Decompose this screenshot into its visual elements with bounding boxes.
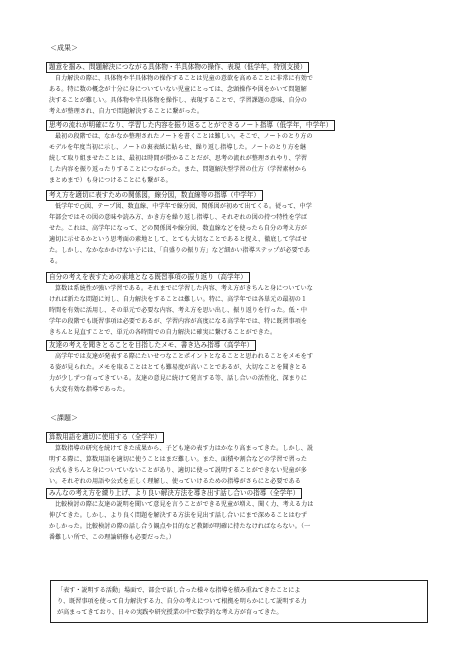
issues-item-2 — [46, 480, 430, 543]
summary-box — [50, 580, 428, 623]
results-item-5 — [46, 332, 430, 395]
body-line: かしかった。比較検討の際の話し合う観点や目的など教師が明確に持たなければならない。（一 — [49, 523, 311, 530]
issues-heading: ＜課題＞ — [50, 414, 78, 422]
body-line: 時間を有効に活用し、その単元で必要な内容、考え方を思い出し、振り返りを行った。低・中 — [49, 307, 308, 314]
issues-item-1-title: 算数用語を適切に使用する（全学年） — [46, 432, 164, 443]
body-line: ければ新たな問題に対し、自力解決をすることは難しい。特に、高学年では各単元の最初の１ — [49, 296, 308, 303]
issues-item-1 — [46, 424, 430, 487]
results-item-1-body — [46, 73, 430, 117]
results-heading: ＜成果＞ — [50, 44, 78, 52]
body-line: 年部会ではその図の意味や読み方、かき方を繰り返し指導し、それぞれの図の持つ特性を学ば — [49, 214, 308, 221]
body-line: 伸びてきた。しかし、より良く問題を解決する方法を見出す話し合いにまで深めることはむず — [49, 512, 308, 519]
body-line: 低学年で○図、テープ図、数直線、中学年で線分図、関係図が初めて出てくる。従って、中学 — [55, 203, 312, 210]
results-item-4-body — [46, 283, 430, 338]
body-line: 公式もきちんと身についていないことがあり、適切に使って説明することができない児童が多 — [49, 467, 307, 474]
body-line: 番難しい所で、この理論研修も必要だった。） — [49, 534, 175, 541]
issues-item-2-body — [46, 499, 430, 543]
body-line: 力が少しずつ育ってきている。友達の意見に続けて発言する等、話し合いの活性化、深まりに — [49, 375, 308, 382]
body-line: 決することが難しい。具体物や半具体物を操作し、表現することで、学習課題の意味、自分の — [49, 97, 307, 104]
results-item-5-title: 友達の考えを聞きとることを目指したメモ、書き込み指導（高学年） — [46, 340, 256, 351]
body-line: 適切に示せるかという思考面の素地として、とても大切なことであると捉え、徹底して学ばせ — [49, 236, 308, 243]
body-line: も大変有効な指導であった。 — [49, 386, 129, 393]
body-line: きちんと見直すことで、単元の各時間での自力解決に確実に繋げることができた。 — [49, 329, 277, 336]
body-line: い。それぞれの用語や公式を正しく理解し、使っていけるための指導がさらにと必要である — [49, 478, 301, 485]
body-line: た。しかし、なかなかかけない子には、「自盛りの振り方」など細かい指導ステップが必要であ — [49, 247, 311, 254]
body-line: 算数指導の研究を続けてきた成果から、子ども達の表す力はかなり高まってきた。しかし、説 — [55, 445, 314, 452]
body-line: る姿が見られた。メモを取ることはとても難易度が高いことであるが、大切なことを聞きとる — [49, 364, 308, 371]
results-item-4-title: 自分の考えを表すための素地となる既習事項の振り返り（高学年） — [46, 272, 250, 283]
body-line: 学年の段階でも既習事項は必要であるが、学習内容が高度になる高学年では、特に既習事項を — [49, 318, 308, 325]
body-line: せた。これは、高学年になって、どの関係図や線分図、数直線などを使ったら自分の考え方が — [49, 225, 307, 232]
body-line: 続して取り組ませたことは、最初は時間が掛かることだが、思考の流れが整理されやり、学習 — [49, 155, 308, 162]
body-line: 考えが整理され、自力で問題解決することに繋がった。 — [49, 108, 203, 115]
body-line: る。 — [49, 258, 62, 265]
results-item-3-title: 考え方を適切に表すための関係図，線分図，数直線等の指導（中学年） — [46, 190, 263, 201]
results-item-2-body — [46, 131, 430, 186]
results-item-1-title: 題意を掴み、問題解決につながる具体物・半具体物の操作、表現（低学年，特別支援） — [46, 62, 309, 73]
summary-line: り、既習事項を使って自力解決する力、自分の考えについて根拠を明らかにして説明する力 — [57, 598, 307, 605]
body-line: 自力解決の際に、具体物や半具体物の操作することは児童の意欲を高めることに非常に有効で — [55, 75, 314, 82]
issues-item-2-title: みんなの考え方を練り上げ、より良い解決方法を導き出す話し合いの指導（全学年） — [46, 488, 302, 499]
summary-line: が高まってきており、日々の実践や研究授業の中で数学的な考え方が育ってきた。 — [57, 609, 283, 616]
summary-line: 「表す・説明する活動」場面で、部会で話し合った様々な指導を積み重ねてきたことによ — [57, 587, 301, 594]
body-line: モデルを年度当初に示し、ノートの裏表紙に貼らせ、繰り返し指導した。ノートのとり方を継 — [49, 144, 306, 151]
body-line: した内容を振り返ったりすることにつながった。また、問題解決型学習の仕方（学習素材から — [49, 166, 307, 173]
body-line: ある。特に数の概念が十分に身についていない児童にとっては、念頭操作や図をかいて問題解 — [49, 86, 307, 93]
body-line: 比較検討の際に友達の説明を聞いて意見を言うことができる児童が増え、聞く力、考える力は — [55, 501, 314, 508]
results-item-3 — [46, 182, 430, 267]
body-line: まとめまで）も身につけることにも繋がる。 — [49, 177, 172, 184]
results-item-3-body — [46, 201, 430, 267]
results-item-2 — [46, 112, 430, 186]
body-line: 算数は系統性が強い学習である。それまでに学習した内容、考え方がきちんと身についていな — [55, 285, 313, 292]
results-item-5-body — [46, 351, 430, 395]
body-line: 高学年では友達が発表する際にたいせつなことポイントとなることと思われることをメモをす — [55, 353, 314, 360]
body-line: 最初の段階では、なかなか整理されたノートを書くことは難しい。そこで、ノートのとり方の — [55, 133, 313, 140]
body-line: 明する際に、算数用語を適切に使うことはまだ難しい。また、面積や割合などの学習で習った — [49, 456, 308, 463]
results-item-1 — [46, 54, 430, 117]
results-item-2-title: 思考の流れが明確になり、学習した内容を振り返ることができるノート指導（低学年，中学年） — [46, 120, 335, 131]
results-item-4 — [46, 264, 430, 338]
